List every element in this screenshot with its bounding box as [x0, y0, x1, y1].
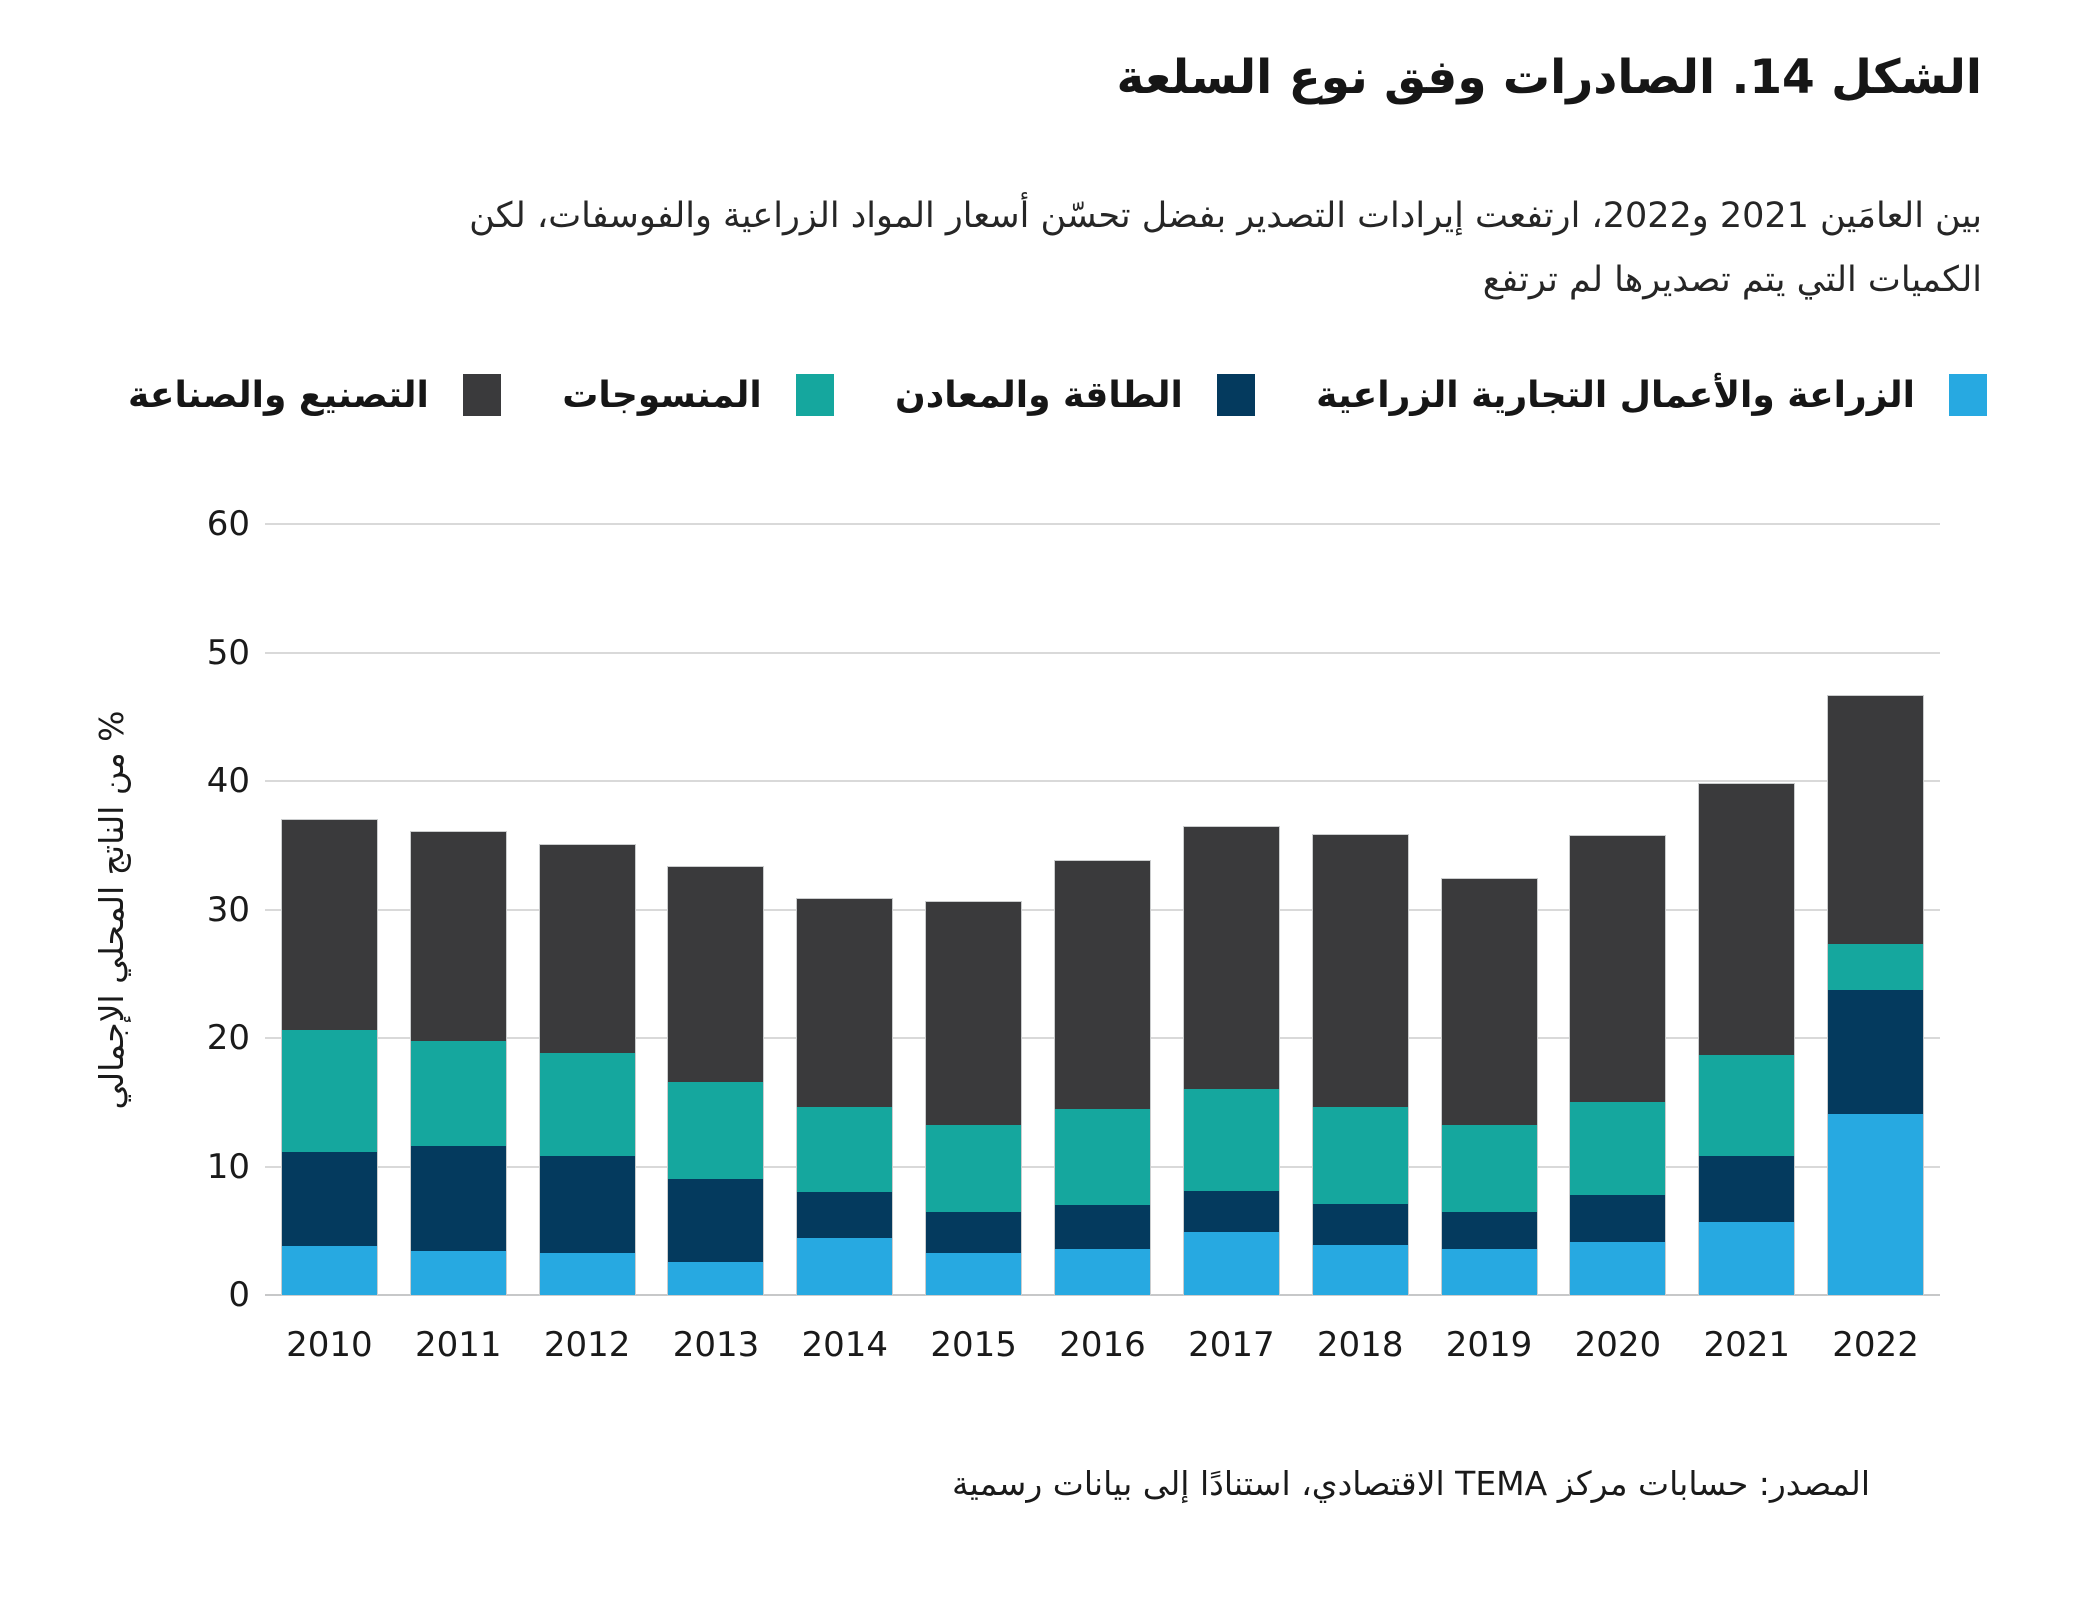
x-tick-label-2015: 2015: [930, 1325, 1017, 1365]
bar-segment-agriculture-2017: [1184, 1232, 1279, 1295]
bar-segment-manufacturing-2021: [1699, 784, 1794, 1055]
bar-segment-energy-2013: [668, 1179, 763, 1261]
bar-segment-textiles-2017: [1184, 1089, 1279, 1191]
bar-segment-textiles-2014: [797, 1107, 892, 1192]
bar-2017: [1184, 827, 1279, 1295]
bar-segment-energy-2011: [411, 1146, 506, 1251]
bar-2022: [1828, 696, 1923, 1295]
bar-segment-energy-2015: [926, 1212, 1021, 1253]
bar-segment-manufacturing-2012: [540, 845, 635, 1053]
bar-segment-energy-2016: [1055, 1205, 1150, 1249]
bar-segment-energy-2021: [1699, 1156, 1794, 1222]
bar-segment-agriculture-2015: [926, 1253, 1021, 1295]
figure-subtitle-line2: الكميات التي يتم تصديرها لم ترتفع: [1482, 260, 1982, 300]
x-tick-label-2018: 2018: [1316, 1325, 1404, 1365]
bar-segment-agriculture-2019: [1442, 1249, 1537, 1295]
bar-2012: [540, 845, 635, 1295]
bar-2013: [668, 867, 763, 1295]
figure-subtitle-line1: بين العامَين 2021 و2022، ارتفعت إيرادات التصدير بفضل تحسّن أسعار المواد الزراعية والفوسفات، لكن: [469, 196, 1982, 236]
bar-segment-manufacturing-2016: [1055, 861, 1150, 1109]
bar-segment-agriculture-2014: [797, 1238, 892, 1295]
y-tick-label-20: 20: [206, 1018, 250, 1058]
bar-segment-manufacturing-2022: [1828, 696, 1923, 944]
bar-segment-textiles-2010: [282, 1030, 377, 1152]
bar-segment-manufacturing-2013: [668, 867, 763, 1082]
bar-segment-energy-2020: [1570, 1195, 1665, 1243]
bar-2016: [1055, 861, 1150, 1295]
gridline-40: [265, 780, 1940, 782]
bar-segment-textiles-2022: [1828, 944, 1923, 990]
x-tick-label-2022: 2022: [1832, 1325, 1919, 1365]
x-tick-label-2011: 2011: [415, 1325, 502, 1365]
bar-segment-manufacturing-2010: [282, 820, 377, 1031]
bar-segment-agriculture-2021: [1699, 1222, 1794, 1295]
legend-label-agriculture: الزراعة والأعمال التجارية الزراعية: [1316, 374, 1915, 416]
bar-segment-manufacturing-2017: [1184, 827, 1279, 1089]
x-tick-label-2010: 2010: [286, 1325, 373, 1365]
bar-segment-textiles-2011: [411, 1041, 506, 1146]
x-tick-label-2020: 2020: [1574, 1325, 1662, 1365]
x-tick-label-2016: 2016: [1059, 1325, 1146, 1365]
x-tick-label-2019: 2019: [1445, 1325, 1533, 1365]
bar-segment-agriculture-2022: [1828, 1114, 1923, 1295]
y-tick-label-40: 40: [206, 761, 250, 801]
bar-2014: [797, 899, 892, 1295]
bar-2010: [282, 820, 377, 1295]
bar-segment-textiles-2016: [1055, 1109, 1150, 1205]
bar-segment-manufacturing-2015: [926, 902, 1021, 1126]
bar-segment-manufacturing-2020: [1570, 836, 1665, 1102]
x-tick-label-2013: 2013: [672, 1325, 760, 1365]
y-tick-label-50: 50: [206, 632, 250, 673]
bar-segment-energy-2018: [1313, 1204, 1408, 1245]
bar-segment-manufacturing-2014: [797, 899, 892, 1107]
bar-segment-agriculture-2011: [411, 1251, 506, 1295]
bar-segment-energy-2022: [1828, 990, 1923, 1113]
bar-segment-energy-2019: [1442, 1212, 1537, 1249]
y-tick-label-30: 30: [206, 889, 250, 930]
bar-segment-agriculture-2010: [282, 1246, 377, 1295]
bar-2015: [926, 902, 1021, 1295]
bar-2020: [1570, 836, 1665, 1295]
bar-2018: [1313, 835, 1408, 1295]
bar-segment-agriculture-2013: [668, 1262, 763, 1295]
bar-2011: [411, 832, 506, 1295]
legend-label-textiles: المنسوجات: [562, 374, 762, 416]
bar-segment-energy-2014: [797, 1192, 892, 1238]
bar-segment-agriculture-2020: [1570, 1242, 1665, 1295]
bar-segment-textiles-2021: [1699, 1055, 1794, 1157]
bar-segment-manufacturing-2018: [1313, 835, 1408, 1107]
bar-segment-textiles-2015: [926, 1125, 1021, 1211]
y-axis-title: % من الناتج المحلي الإجمالي: [92, 710, 131, 1110]
bar-2019: [1442, 879, 1537, 1295]
gridline-60: [265, 523, 1940, 525]
bar-segment-energy-2017: [1184, 1191, 1279, 1232]
bar-segment-textiles-2013: [668, 1082, 763, 1180]
source-note: المصدر: حسابات مركز TEMA الاقتصادي، استنادًا إلى بيانات رسمية: [951, 1464, 1870, 1503]
bar-segment-agriculture-2018: [1313, 1245, 1408, 1295]
bar-2021: [1699, 784, 1794, 1295]
bar-segment-energy-2012: [540, 1156, 635, 1252]
gridline-50: [265, 652, 1940, 654]
bar-segment-manufacturing-2019: [1442, 879, 1537, 1126]
bar-segment-textiles-2012: [540, 1053, 635, 1156]
y-tick-label-60: 60: [206, 504, 250, 544]
x-tick-label-2012: 2012: [543, 1325, 631, 1365]
y-tick-label-10: 10: [206, 1146, 250, 1187]
bar-segment-manufacturing-2011: [411, 832, 506, 1040]
x-tick-label-2014: 2014: [801, 1325, 889, 1365]
x-tick-label-2021: 2021: [1703, 1325, 1790, 1365]
bar-segment-energy-2010: [282, 1152, 377, 1246]
bar-segment-agriculture-2012: [540, 1253, 635, 1295]
figure-title: الشكل 14. الصادرات وفق نوع السلعة: [1116, 50, 1982, 105]
bar-segment-textiles-2020: [1570, 1102, 1665, 1195]
legend-label-energy: الطاقة والمعادن: [895, 374, 1183, 416]
bar-segment-textiles-2019: [1442, 1125, 1537, 1211]
legend-label-manufacturing: التصنيع والصناعة: [128, 374, 429, 416]
y-tick-label-0: 0: [228, 1275, 250, 1315]
plot-area: [265, 524, 1940, 1295]
bar-segment-agriculture-2016: [1055, 1249, 1150, 1295]
x-tick-label-2017: 2017: [1188, 1325, 1275, 1365]
bar-segment-textiles-2018: [1313, 1107, 1408, 1203]
